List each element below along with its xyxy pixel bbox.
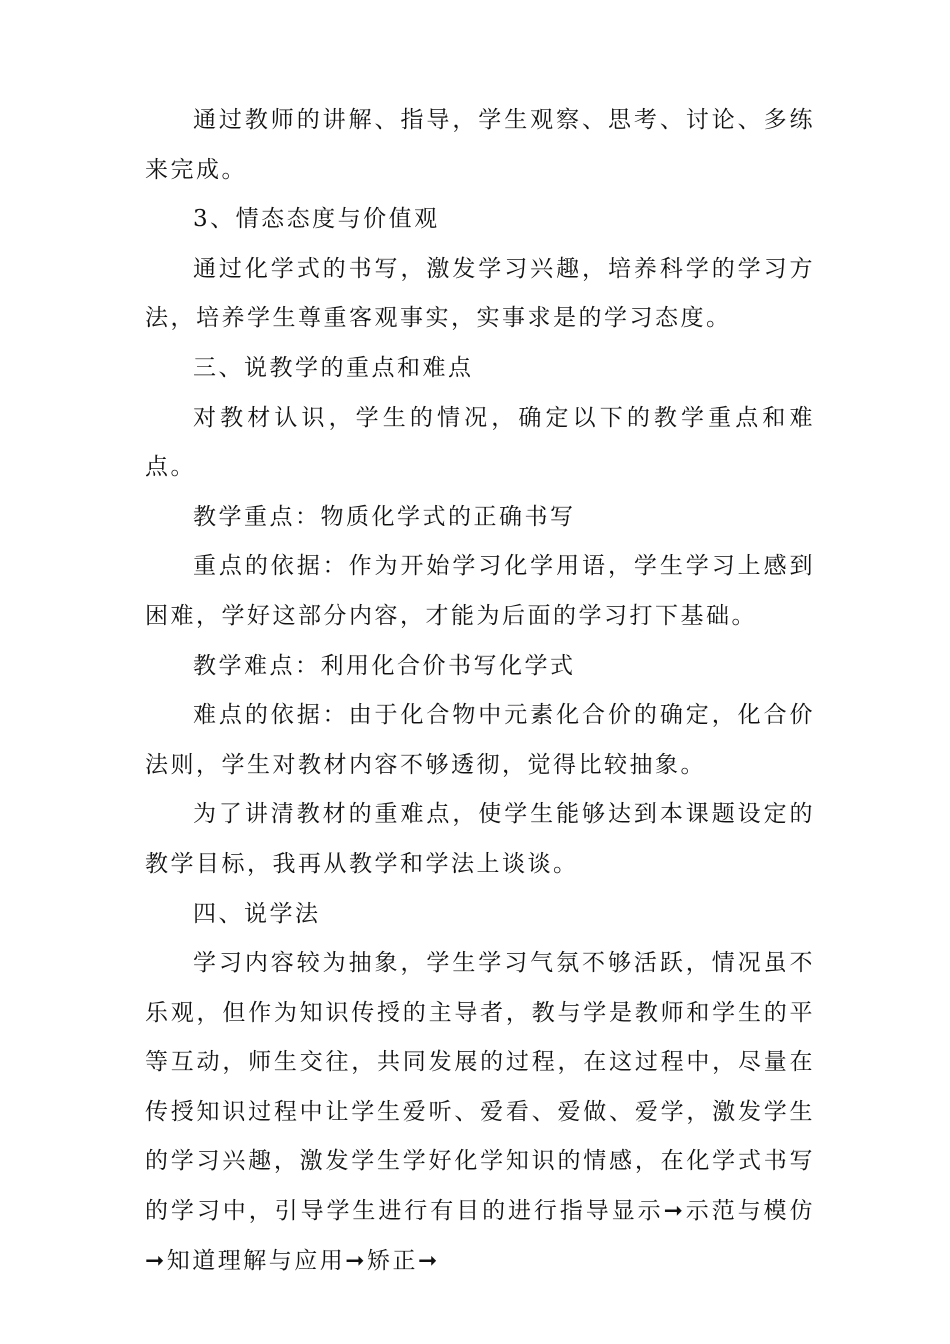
paragraph-difficult-point-basis: 难点的依据：由于化合物中元素化合价的确定，化合价法则，学生对教材内容不够透彻，觉得比较抽象。 (145, 702, 815, 778)
paragraph-learning-method: 学习内容较为抽象，学生学习气氛不够活跃，情况虽不乐观，但作为知识传授的主导者，教与学是教师和学生的平等互动，师生交往，共同发展的过程，在这过程中，尽量在传授知识过程中让学生爱听、爱看、爱做、爱学，激发学生的学习兴趣，激发学生学好化学知识的情感，在化学式书写的学习中，引导学生进行有目的进行指导显示➞示范与模仿➞知道理解与应用➞矫正➞ (145, 950, 815, 1274)
paragraph-key-points-intro: 对教材认识，学生的情况，确定以下的教学重点和难点。 (145, 404, 815, 481)
document-body (145, 96, 815, 1286)
paragraph-emotion-goals: 通过化学式的书写，激发学习兴趣，培养科学的学习方法，培养学生尊重客观事实，实事求是的学习态度。 (145, 255, 815, 332)
heading-emotion-attitude-values: 3、情态态度与价值观 (193, 206, 440, 233)
paragraph-transition: 为了讲清教材的重难点，使学生能够达到本课题设定的教学目标，我再从教学和学法上谈谈。 (145, 801, 815, 877)
paragraph-method-summary: 通过教师的讲解、指导，学生观察、思考、讨论、多练来完成。 (145, 107, 815, 183)
heading-learning-method: 四、说学法 (193, 900, 321, 927)
heading-difficult-point: 教学难点：利用化合价书写化学式 (193, 652, 576, 679)
heading-key-point: 教学重点：物质化学式的正确书写 (193, 503, 576, 530)
paragraph-key-point-basis: 重点的依据：作为开始学习化学用语，学生学习上感到困难，学好这部分内容，才能为后面的学习打下基础。 (145, 553, 815, 629)
heading-key-and-difficult-points: 三、说教学的重点和难点 (193, 354, 474, 381)
